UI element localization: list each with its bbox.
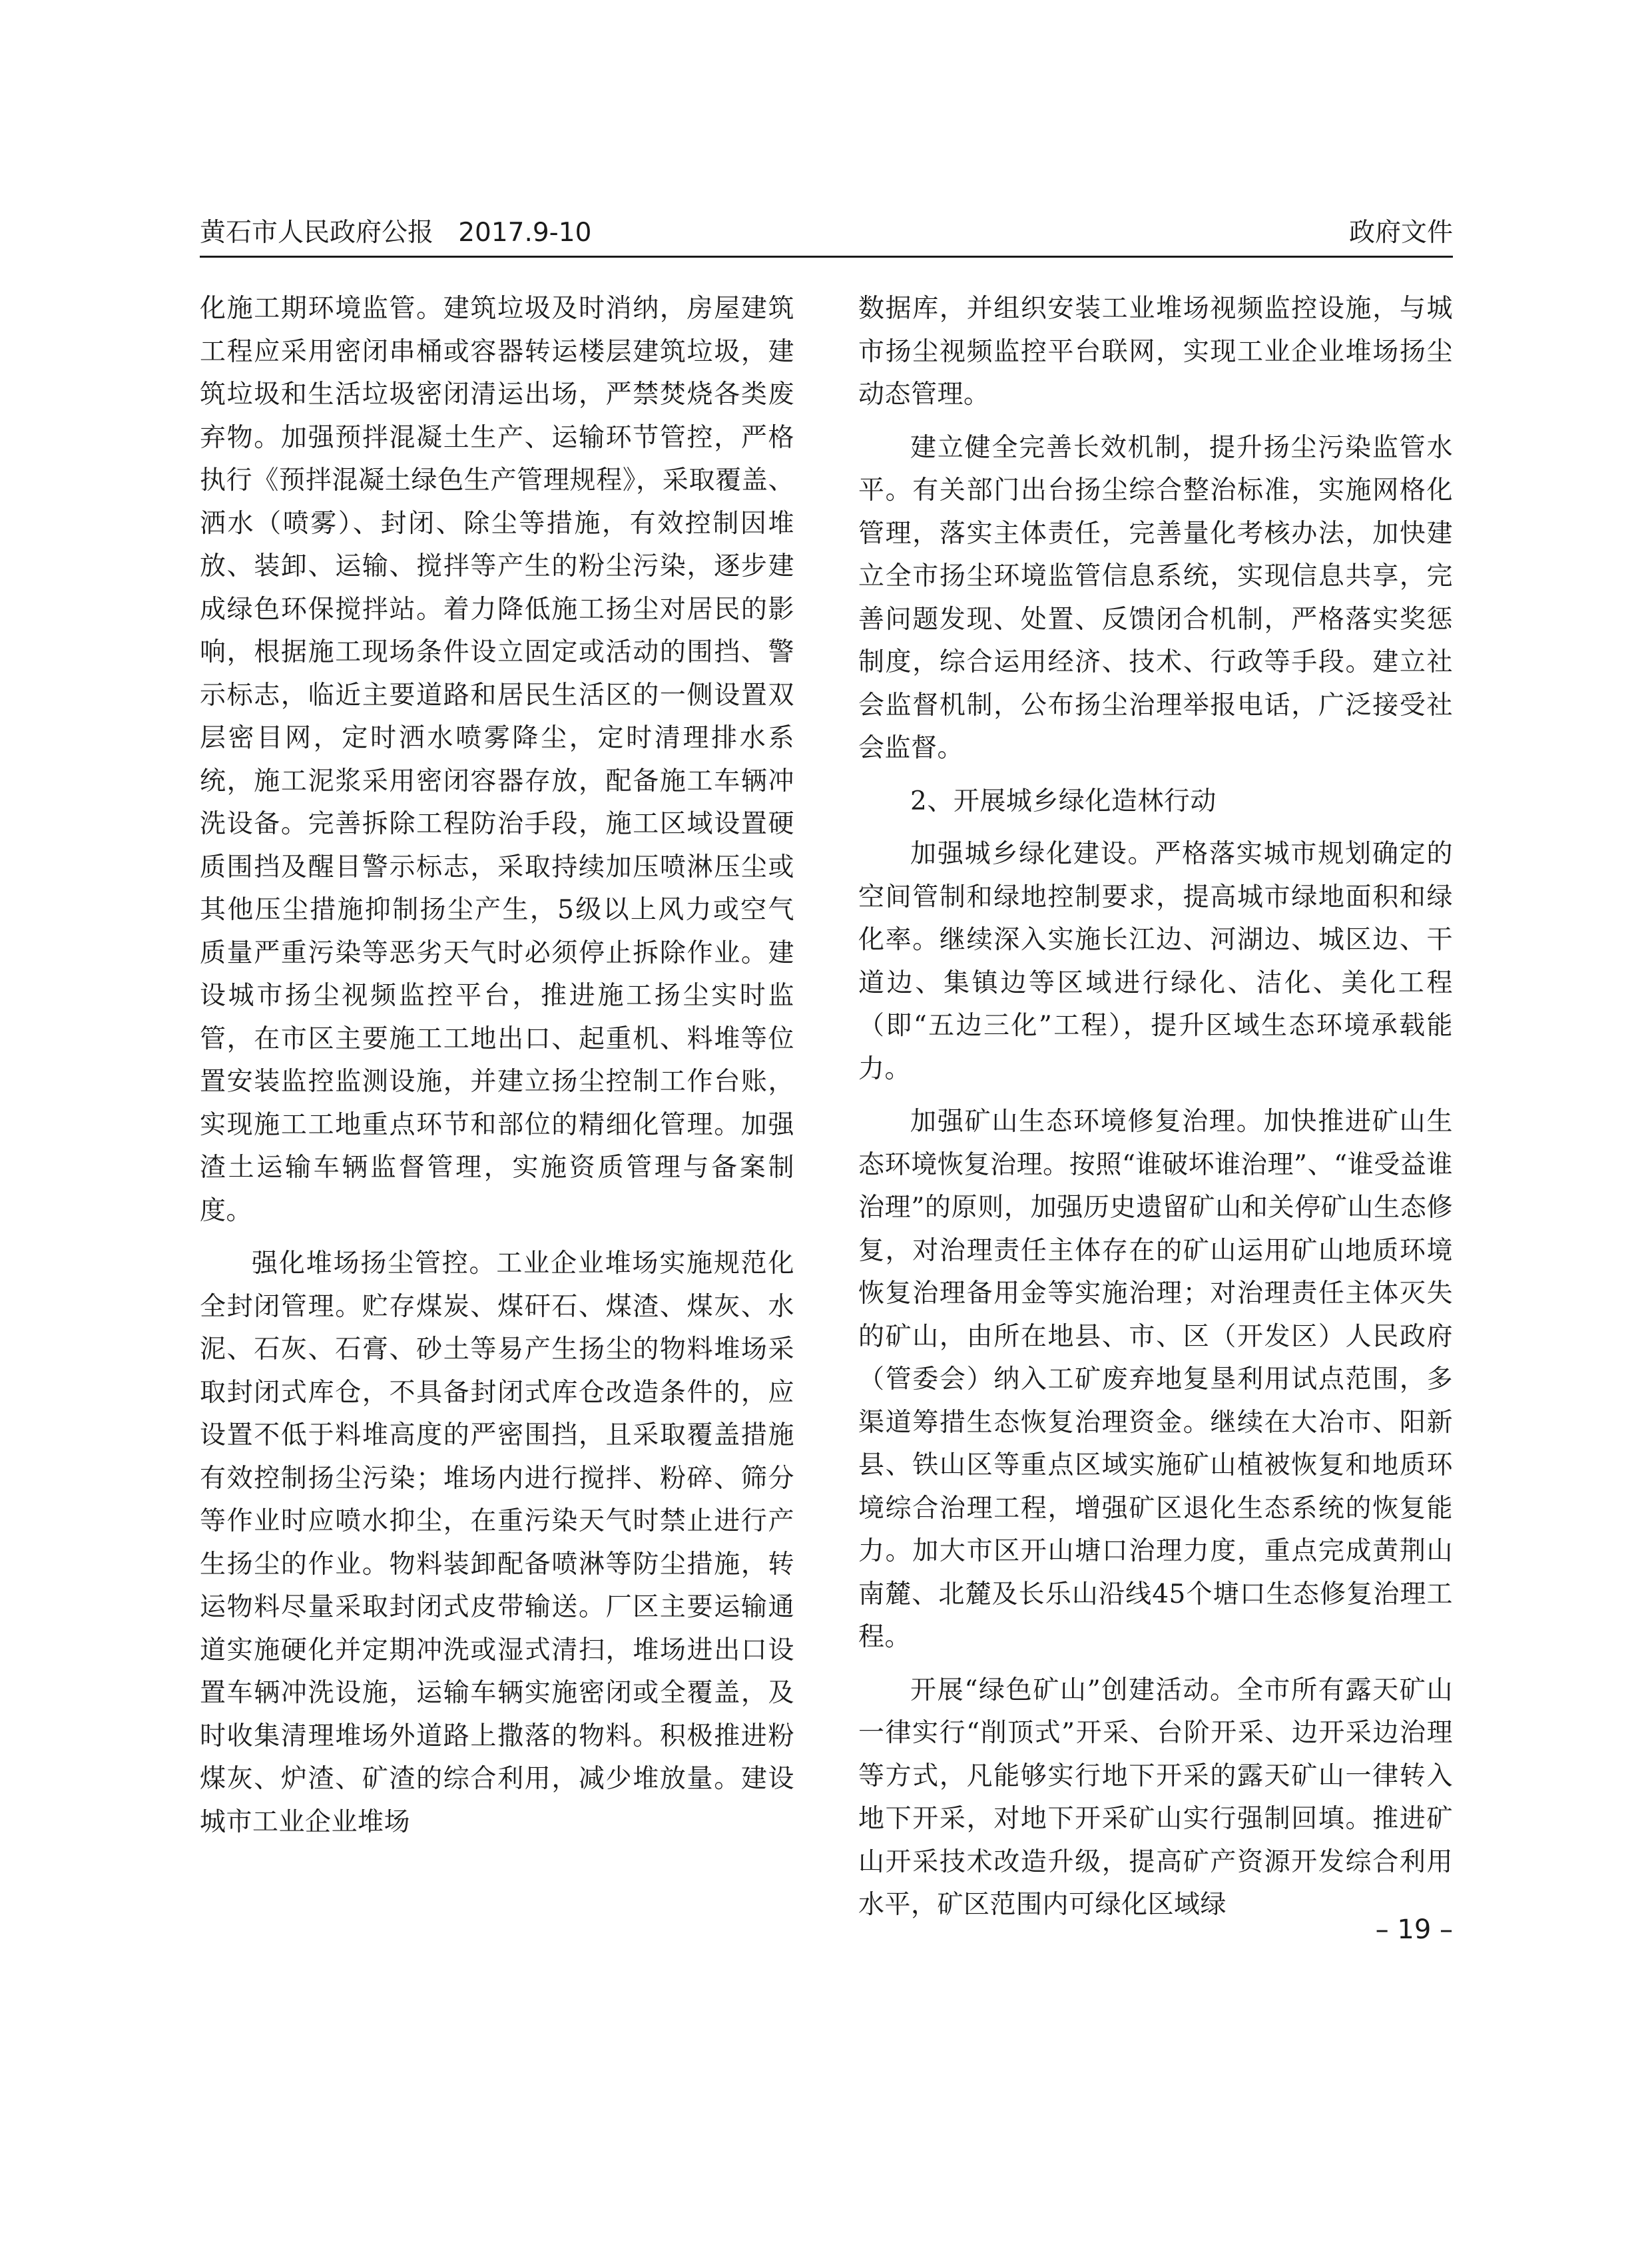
paragraph: 强化堆场扬尘管控。工业企业堆场实施规范化全封闭管理。贮存煤炭、煤矸石、煤渣、煤灰、水泥、石灰、石膏、砂土等易产生扬尘的物料堆场采取封闭式库仓，不具备封闭式库仓改造条件的，应设置不低于料堆高度的严密围挡，且采取覆盖措施有效控制扬尘污染；堆场内进行搅拌、粉碎、筛分等作业时应喷水抑尘，在重污染天气时禁止进行产生扬尘的作业。物料装卸配备喷淋等防尘措施，转运物料尽量采取封闭式皮带输送。厂区主要运输通道实施硬化并定期冲洗或湿式清扫，堆场进出口设置车辆冲洗设施，运输车辆实施密闭或全覆盖，及时收集清理堆场外道路上撒落的物料。积极推进粉煤灰、炉渣、矿渣的综合利用，减少堆放量。建设城市工业企业堆场 <box>200 1249 794 1837</box>
publication-title: 黄石市人民政府公报 <box>200 218 434 248</box>
section-title: 政府文件 <box>1348 218 1453 248</box>
paragraph-continued: 化施工期环境监管。建筑垃圾及时消纳，房屋建筑工程应采用密闭串桶或容器转运楼层建筑垃圾，建筑垃圾和生活垃圾密闭清运出场，严禁焚烧各类废弃物。加强预拌混凝土生产、运输环节管控，严格执行《预拌混凝土绿色生产管理规程》，采取覆盖、洒水（喷雾）、封闭、除尘等措施，有效控制因堆放、装卸、运输、搅拌等产生的粉尘污染，逐步建成绿色环保搅拌站。着力降低施工扬尘对居民的影响，根据施工现场条件设立固定或活动的围挡、警示标志，临近主要道路和居民生活区的一侧设置双层密目网，定时洒水喷雾降尘，定时清理排水系统，施工泥浆采用密闭容器存放，配备施工车辆冲洗设备。完善拆除工程防治手段，施工区域设置硬质围挡及醒目警示标志，采取持续加压喷淋压尘或其他压尘措施抑制扬尘产生，5级以上风力或空气质量严重污染等恶劣天气时必须停止拆除作业。建设城市扬尘视频监控平台，推进施工扬尘实时监管，在市区主要施工工地出口、起重机、料堆等位置安装监控监测设施，并建立扬尘控制工作台账，实现施工工地重点环节和部位的精细化管理。加强渣土运输车辆监督管理，实施资质管理与备案制度。 <box>200 294 794 1226</box>
page-number: – 19 – <box>1375 1914 1453 1945</box>
paragraph: 加强城乡绿化建设。严格落实城市规划确定的空间管制和绿地控制要求，提高城市绿地面积和绿化率。继续深入实施长江边、河湖边、城区边、干道边、集镇边等区域进行绿化、洁化、美化工程（即“五边三化”工程），提升区域生态环境承载能力。 <box>858 839 1453 1084</box>
issue-number: 2017.9-10 <box>458 218 592 248</box>
paragraph-continued: 数据库，并组织安装工业堆场视频监控设施，与城市扬尘视频监控平台联网，实现工业企业堆场扬尘动态管理。 <box>858 294 1453 410</box>
paragraph: 开展“绿色矿山”创建活动。全市所有露天矿山一律实行“削顶式”开采、台阶开采、边开采边治理等方式，凡能够实行地下开采的露天矿山一律转入地下开采，对地下开采矿山实行强制回填。推进矿山开采技术改造升级，提高矿产资源开发综合利用水平，矿区范围内可绿化区域绿 <box>858 1675 1453 1920</box>
right-column <box>858 288 1453 1937</box>
section-subheading: 2、开展城乡绿化造林行动 <box>910 786 1217 816</box>
header-left <box>200 214 591 252</box>
paragraph: 建立健全完善长效机制，提升扬尘污染监管水平。有关部门出台扬尘综合整治标准，实施网格化管理，落实主体责任，完善量化考核办法，加快建立全市扬尘环境监管信息系统，实现信息共享，完善问题发现、处置、反馈闭合机制，严格落实奖惩制度，综合运用经济、技术、行政等手段。建立社会监督机制，公布扬尘治理举报电话，广泛接受社会监督。 <box>858 432 1453 763</box>
paragraph: 加强矿山生态环境修复治理。加快推进矿山生态环境恢复治理。按照“谁破坏谁治理”、“谁受益谁治理”的原则，加强历史遗留矿山和关停矿山生态修复，对治理责任主体存在的矿山运用矿山地质环境恢复治理备用金等实施治理；对治理责任主体灭失的矿山，由所在地县、市、区（开发区）人民政府（管委会）纳入工矿废弃地复垦利用试点范围，多渠道筹措生态恢复治理资金。继续在大冶市、阳新县、铁山区等重点区域实施矿山植被恢复和地质环境综合治理工程，增强矿区退化生态系统的恢复能力。加大市区开山塘口治理力度，重点完成黄荆山南麓、北麓及长乐山沿线45个塘口生态修复治理工程。 <box>858 1107 1453 1652</box>
left-column <box>200 288 794 1854</box>
running-header <box>200 214 1453 252</box>
header-divider <box>200 256 1453 258</box>
